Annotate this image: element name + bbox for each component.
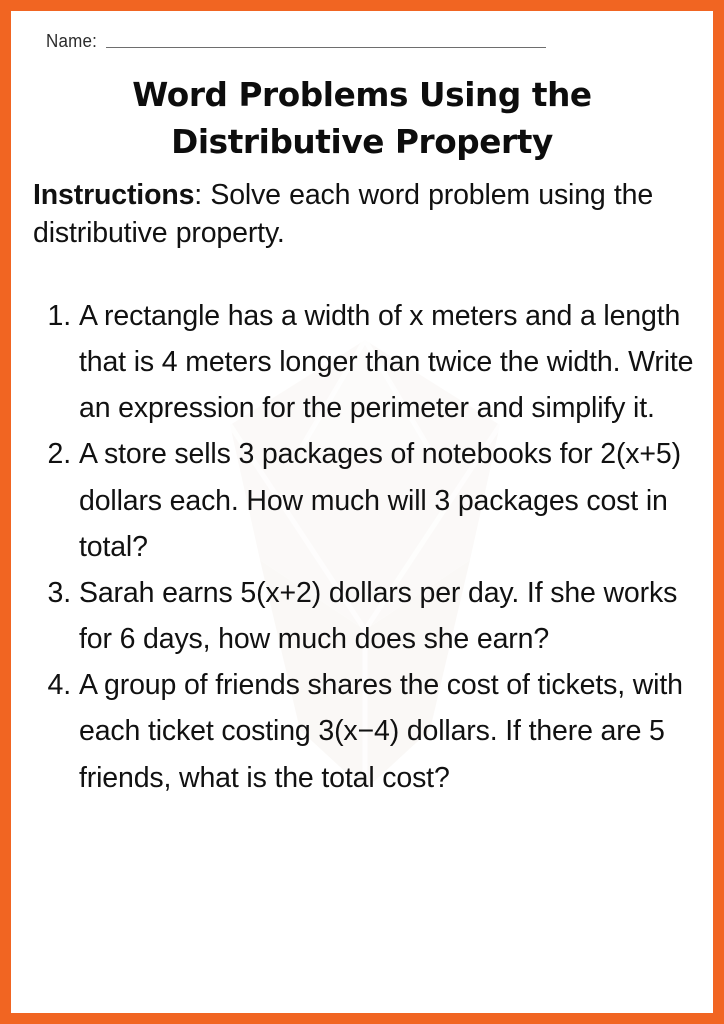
question-number: 1. [47, 300, 71, 332]
question-number: 2. [47, 438, 71, 471]
question-text: Sarah earns 5(x+2) dollars per day. If she works for 6 days, how much does she earn? [79, 576, 678, 656]
question-text: A group of friends shares the cost of tickets, with each ticket costing 3(x−4) dollars. If there are 5 friends, what is the total cost? [79, 669, 683, 794]
question-item [33, 570, 698, 662]
question-number: 3. [47, 576, 71, 609]
instructions-separator: : [194, 179, 211, 211]
name-label: Name: [46, 30, 98, 52]
worksheet-title [40, 72, 684, 166]
name-field-row [46, 30, 546, 52]
worksheet-title-line-1: Word Problems Using the [132, 75, 592, 114]
question-number: 4. [47, 669, 71, 702]
question-item [33, 431, 698, 569]
instructions-label: Instructions [33, 179, 195, 211]
name-input-line[interactable] [106, 47, 546, 48]
question-item [33, 662, 698, 800]
instructions-text: Solve each word problem using the distributive property. [33, 179, 654, 249]
worksheet-title-line-2: Distributive Property [171, 121, 553, 161]
instructions-paragraph [33, 177, 693, 253]
question-list [33, 293, 698, 801]
question-text: A rectangle has a width of x meters and a length that is 4 meters longer than twice the width. Write an expression for the perimeter and simplify it. [79, 300, 694, 425]
question-text: A store sells 3 packages of notebooks for 2(x+5) dollars each. How much will 3 packages cost in total? [79, 438, 681, 563]
question-item [33, 293, 698, 431]
